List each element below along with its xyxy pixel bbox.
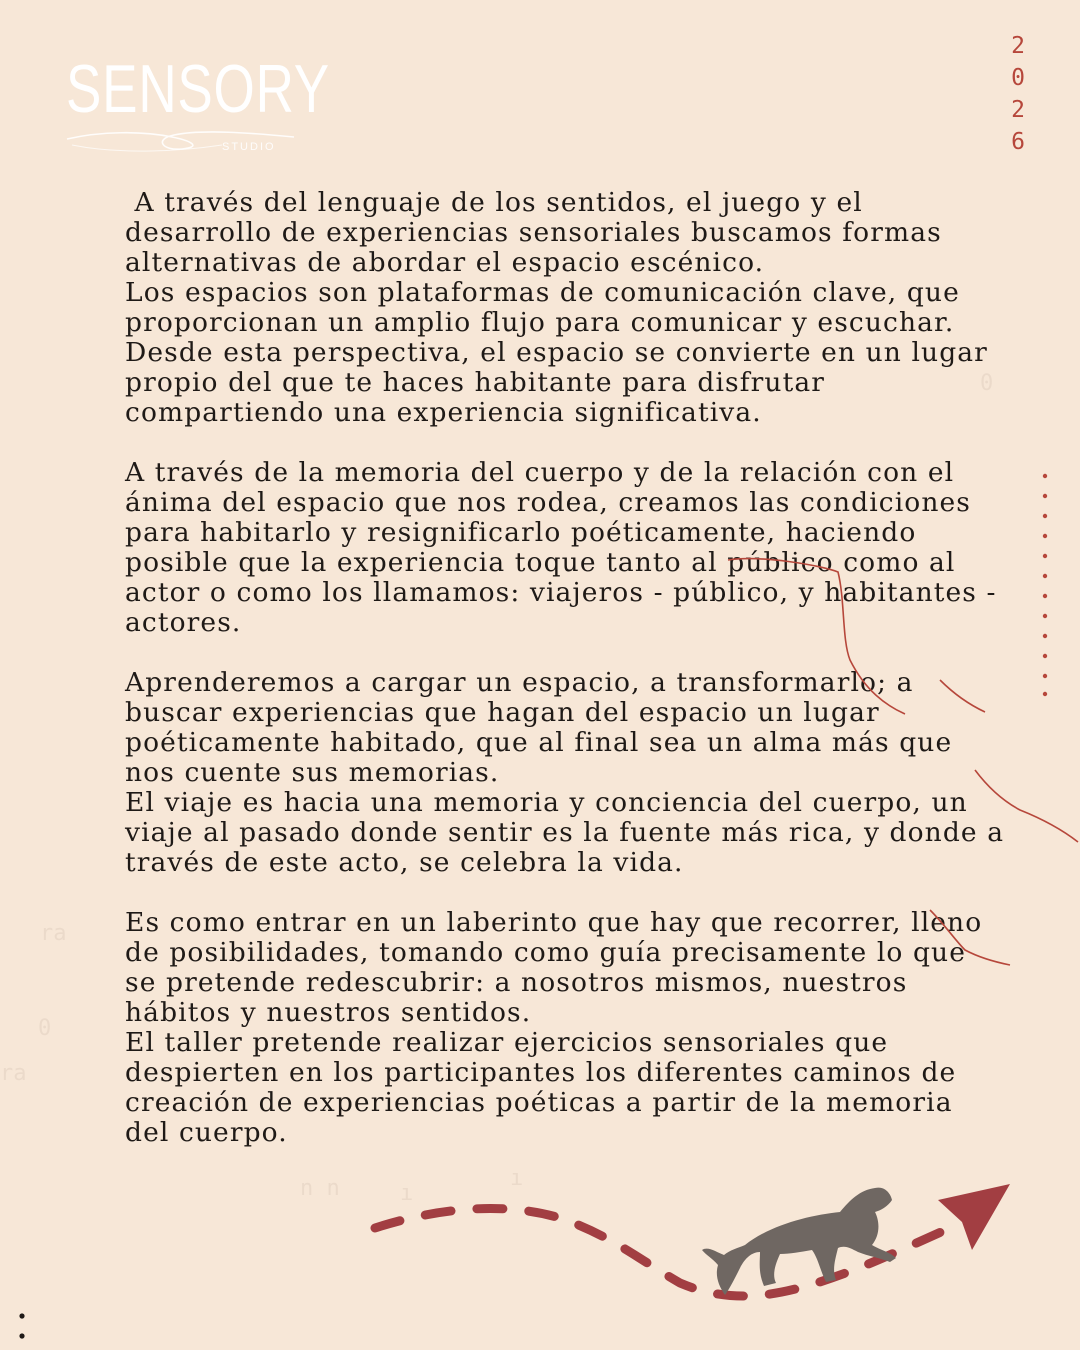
svg-text:0: 0 [38, 1016, 52, 1041]
arrow-head-icon [938, 1184, 1010, 1250]
paragraph: A través del lenguaje de los sentidos, el juego y el desarrollo de experiencias sensoriales buscamos formas alternativas de abordar el espacio escénico. [125, 187, 942, 278]
svg-text:n n: n n [300, 1176, 340, 1201]
svg-text:ra: ra [0, 1061, 27, 1086]
paragraph: Aprenderemos a cargar un espacio, a transformarlo; a buscar experiencias que hagan del espacio un lugar poéticamente habitado, que al final sea un alma más que nos cuente sus memorias. [125, 667, 953, 788]
svg-text:ı: ı [400, 1181, 414, 1206]
svg-text:0: 0 [980, 371, 994, 396]
brand-name: SENSORY [66, 51, 330, 127]
paragraph: El taller pretende realizar ejercicios sensoriales que despierten en los participantes los diferentes caminos de creación de experiencias poéticas a partir de la memoria del cuerpo. [125, 1027, 957, 1148]
brand-sub: STUDIO [222, 141, 276, 153]
svg-text:ı: ı [510, 1166, 524, 1191]
paragraph: Los espacios son plataformas de comunicación clave, que proporcionan un amplio flujo para comunicar y escuchar. Desde esta perspectiva, el espacio se convierte en un lugar propio del que te haces habitante para disfrutar compartiendo una experiencia significativa. [125, 277, 988, 428]
panther-icon [702, 1188, 896, 1295]
paragraph: El viaje es hacia una memoria y conciencia del cuerpo, un viaje al pasado donde sentir es la fuente más rica, y donde a través de este acto, se celebra la vida. [125, 787, 1005, 878]
year-digit: 0 [1011, 65, 1025, 91]
paragraph: A través de la memoria del cuerpo y de la relación con el ánima del espacio que nos rodea, creamos las condiciones para habitarlo y resignificarlo poéticamente, haciendo posible que la experiencia toque tanto al público como al actor o como los llamamos: viajeros - público, y habitantes - actores. [125, 457, 997, 638]
paragraph: Es como entrar en un laberinto que hay que recorrer, lleno de posibilidades, tomando como guía precisamente lo que se pretende redescubrir: a nosotros mismos, nuestros hábitos y nuestros sentidos. [125, 907, 983, 1028]
svg-text:ra: ra [40, 921, 67, 946]
year-digit: 2 [1011, 97, 1025, 123]
year-digit: 6 [1011, 129, 1025, 155]
year-digit: 2 [1011, 33, 1025, 59]
